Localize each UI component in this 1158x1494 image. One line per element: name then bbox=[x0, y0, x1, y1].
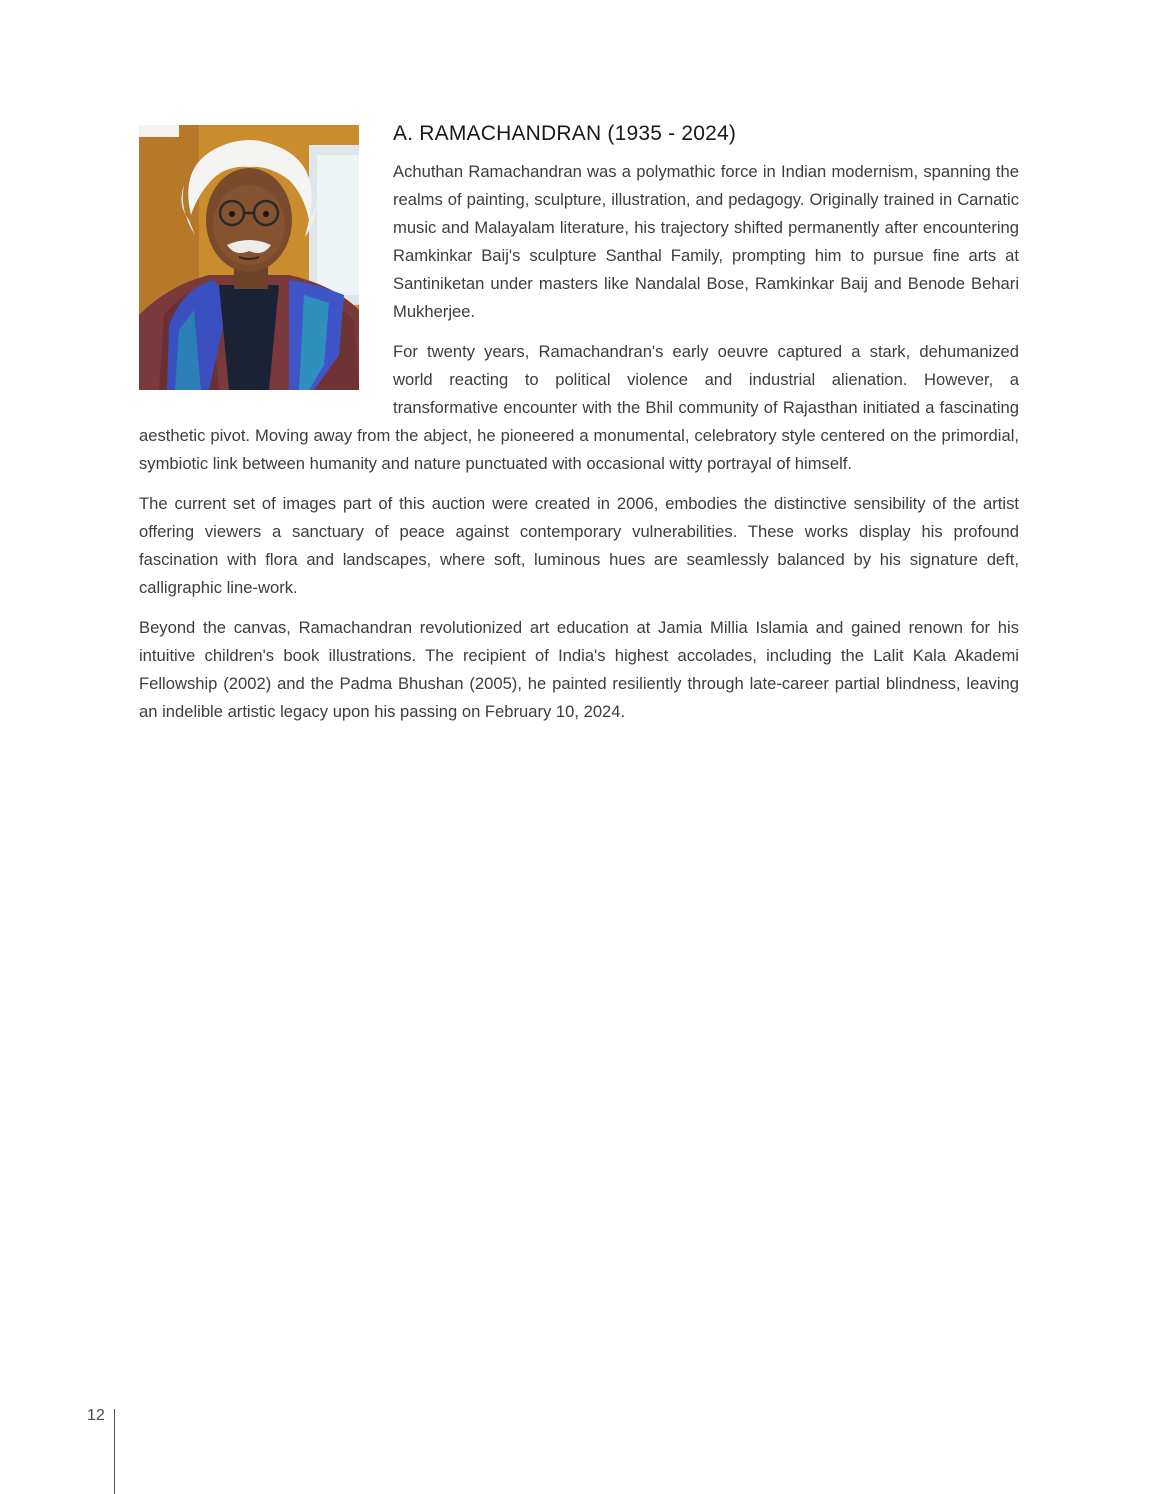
paragraph-legacy: Beyond the canvas, Ramachandran revolutionized art education at Jamia Millia Islamia and gained renown for his intuitive children's book illustrations. The recipient of India's highest accolades, including the Lalit Kala Akademi Fellowship (2002) and the Padma Bhushan (2005), he painted resiliently through late-career partial blindness, leaving an indelible artistic legacy upon his passing on February 10, 2024. bbox=[139, 618, 1019, 721]
margin-rule-divider bbox=[114, 1409, 115, 1494]
artist-portrait-photo bbox=[139, 125, 359, 390]
paragraph-intro: Achuthan Ramachandran was a polymathic force in Indian modernism, spanning the realms of painting, sculpture, illustration, and pedagogy. Originally trained in Carnatic music and Malayalam literature, his trajectory shifted permanently after encountering Ramkinkar Baij's sculpture Santhal Family, prompting him to pursue fine arts at Santiniketan under masters like Nandalal Bose, Ramkinkar Baij and Benode Behari Mukherjee. bbox=[393, 162, 1019, 321]
page-number: 12 bbox=[87, 1407, 105, 1424]
article bbox=[139, 118, 1019, 738]
portrait-illustration bbox=[139, 125, 359, 390]
paragraph-early-work: For twenty years, Ramachandran's early oeuvre captured a stark, dehumanized world reacting to political violence and industrial alienation. However, a transformative encounter with the Bhil community of Rajasthan initiated a fascinating aesthetic pivot. Moving away from the abject, he pioneered a monumental, celebratory style centered on the primordial, symbiotic link between humanity and nature punctuated with occasional witty portrayal of himself. bbox=[139, 342, 1019, 473]
article-title: A. RAMACHANDRAN (1935 - 2024) bbox=[393, 122, 737, 145]
paragraph-auction-works: The current set of images part of this auction were created in 2006, embodies the distinctive sensibility of the artist offering viewers a sanctuary of peace against contemporary vulnerabilities. These works display his profound fascination with flora and landscapes, where soft, luminous hues are seamlessly balanced by his signature deft, calligraphic line-work. bbox=[139, 494, 1019, 597]
